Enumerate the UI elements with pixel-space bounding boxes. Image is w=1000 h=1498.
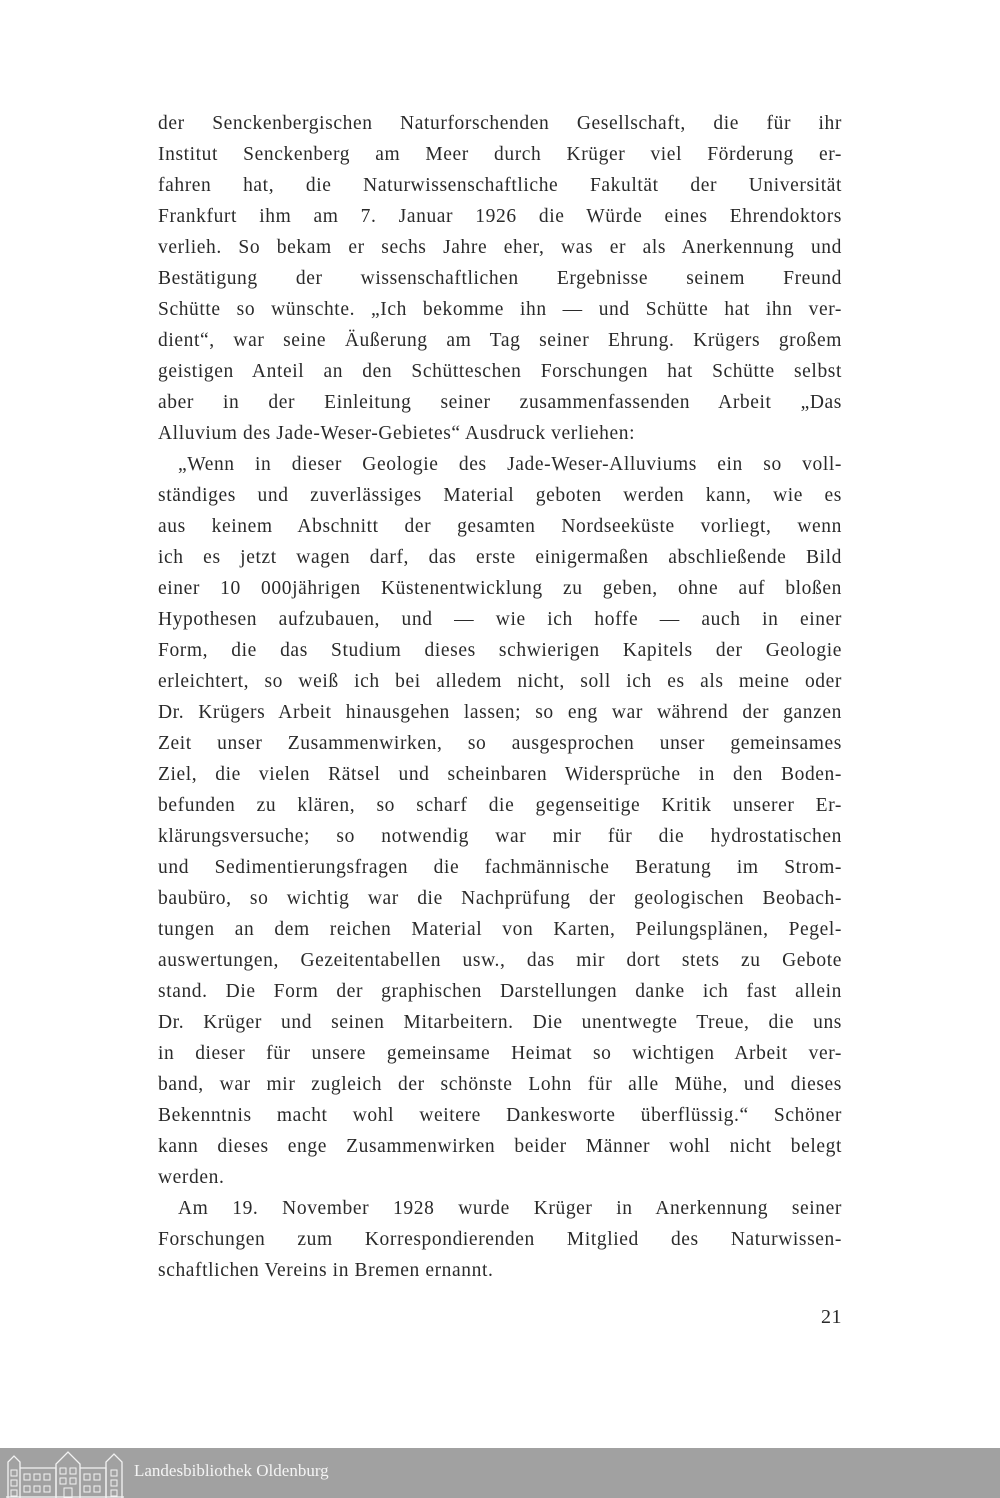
text-line: Zeit unser Zusammenwirken, so ausgesprochen unser gemeinsames — [158, 733, 842, 754]
text-line: ich es jetzt wagen darf, das erste einigermaßen abschließende Bild — [158, 547, 842, 568]
text-line: einer 10 000jährigen Küstenentwicklung zu geben, ohne auf bloßen — [158, 578, 842, 599]
text-line: erleichtert, so weiß ich bei alledem nicht, soll ich es als meine oder — [158, 671, 842, 692]
text-line: dient“, war seine Äußerung am Tag seiner Ehrung. Krügers großem — [158, 330, 842, 351]
text-line: Form, die das Studium dieses schwierigen Kapitels der Geologie — [158, 640, 842, 661]
text-line: Hypothesen aufzubauen, und — wie ich hoffe — auch in einer — [158, 609, 842, 630]
text-line: aus keinem Abschnitt der gesamten Nordseeküste vorliegt, wenn — [158, 516, 842, 537]
text-line: band, war mir zugleich der schönste Lohn für alle Mühe, und dieses — [158, 1074, 842, 1095]
page-number: 21 — [821, 1306, 842, 1328]
text-line: schaftlichen Vereins in Bremen ernannt. — [158, 1260, 494, 1281]
text-line: in dieser für unsere gemeinsame Heimat so wichtigen Arbeit ver- — [158, 1043, 842, 1064]
text-line: aber in der Einleitung seiner zusammenfassenden Arbeit „Das — [158, 392, 842, 413]
text-line: verlieh. So bekam er sechs Jahre eher, was er als Anerkennung und — [158, 237, 842, 258]
text-line: Ziel, die vielen Rätsel und scheinbaren Widersprüche in den Boden- — [158, 764, 842, 785]
text-line: „Wenn in dieser Geologie des Jade-Weser-Alluviums ein so voll- — [178, 454, 842, 475]
text-line: geistigen Anteil an den Schütteschen Forschungen hat Schütte selbst — [158, 361, 842, 382]
text-line: Forschungen zum Korrespondierenden Mitglied des Naturwissen- — [158, 1229, 842, 1250]
text-line: fahren hat, die Naturwissenschaftliche Fakultät der Universität — [158, 175, 842, 196]
text-line: Dr. Krüger und seinen Mitarbeitern. Die unentwegte Treue, die uns — [158, 1012, 842, 1033]
paragraph — [158, 449, 842, 1193]
text-line: Bestätigung der wissenschaftlichen Ergebnisse seinem Freund — [158, 268, 842, 289]
text-line: baubüro, so wichtig war die Nachprüfung der geologischen Beobach- — [158, 888, 842, 909]
text-line: Institut Senckenberg am Meer durch Krüger viel Förderung er- — [158, 144, 842, 165]
text-line: kann dieses enge Zusammenwirken beider Männer wohl nicht belegt — [158, 1136, 842, 1157]
text-line: stand. Die Form der graphischen Darstellungen danke ich fast allein — [158, 981, 842, 1002]
text-line: klärungsversuche; so notwendig war mir für die hydrostatischen — [158, 826, 842, 847]
text-line: Schütte so wünschte. „Ich bekomme ihn — und Schütte hat ihn ver- — [158, 299, 842, 320]
text-line: und Sedimentierungsfragen die fachmännische Beratung im Strom- — [158, 857, 842, 878]
library-footer-bar — [0, 1448, 1000, 1498]
text-line: der Senckenbergischen Naturforschenden Gesellschaft, die für ihr — [158, 113, 842, 134]
text-line: ständiges und zuverlässiges Material geboten werden kann, wie es — [158, 485, 842, 506]
text-line: auswertungen, Gezeitentabellen usw., das mir dort stets zu Gebote — [158, 950, 842, 971]
text-line: werden. — [158, 1167, 225, 1188]
text-line: Frankfurt ihm am 7. Januar 1926 die Würde eines Ehrendoktors — [158, 206, 842, 227]
text-line: Bekenntnis macht wohl weitere Dankesworte überflüssig.“ Schöner — [158, 1105, 842, 1126]
text-line: Am 19. November 1928 wurde Krüger in Anerkennung seiner — [178, 1198, 842, 1219]
paragraph — [158, 108, 842, 449]
text-line: tungen an dem reichen Material von Karten, Peilungsplänen, Pegel- — [158, 919, 842, 940]
body-text — [158, 108, 842, 1286]
text-line: befunden zu klären, so scharf die gegenseitige Kritik unserer Er- — [158, 795, 842, 816]
text-line: Dr. Krügers Arbeit hinausgehen lassen; so eng war während der ganzen — [158, 702, 842, 723]
library-building-logo-icon — [6, 1450, 124, 1498]
text-line: Alluvium des Jade-Weser-Gebietes“ Ausdruck verliehen: — [158, 423, 636, 444]
library-name: Landesbibliothek Oldenburg — [134, 1461, 329, 1480]
paragraph — [158, 1193, 842, 1286]
